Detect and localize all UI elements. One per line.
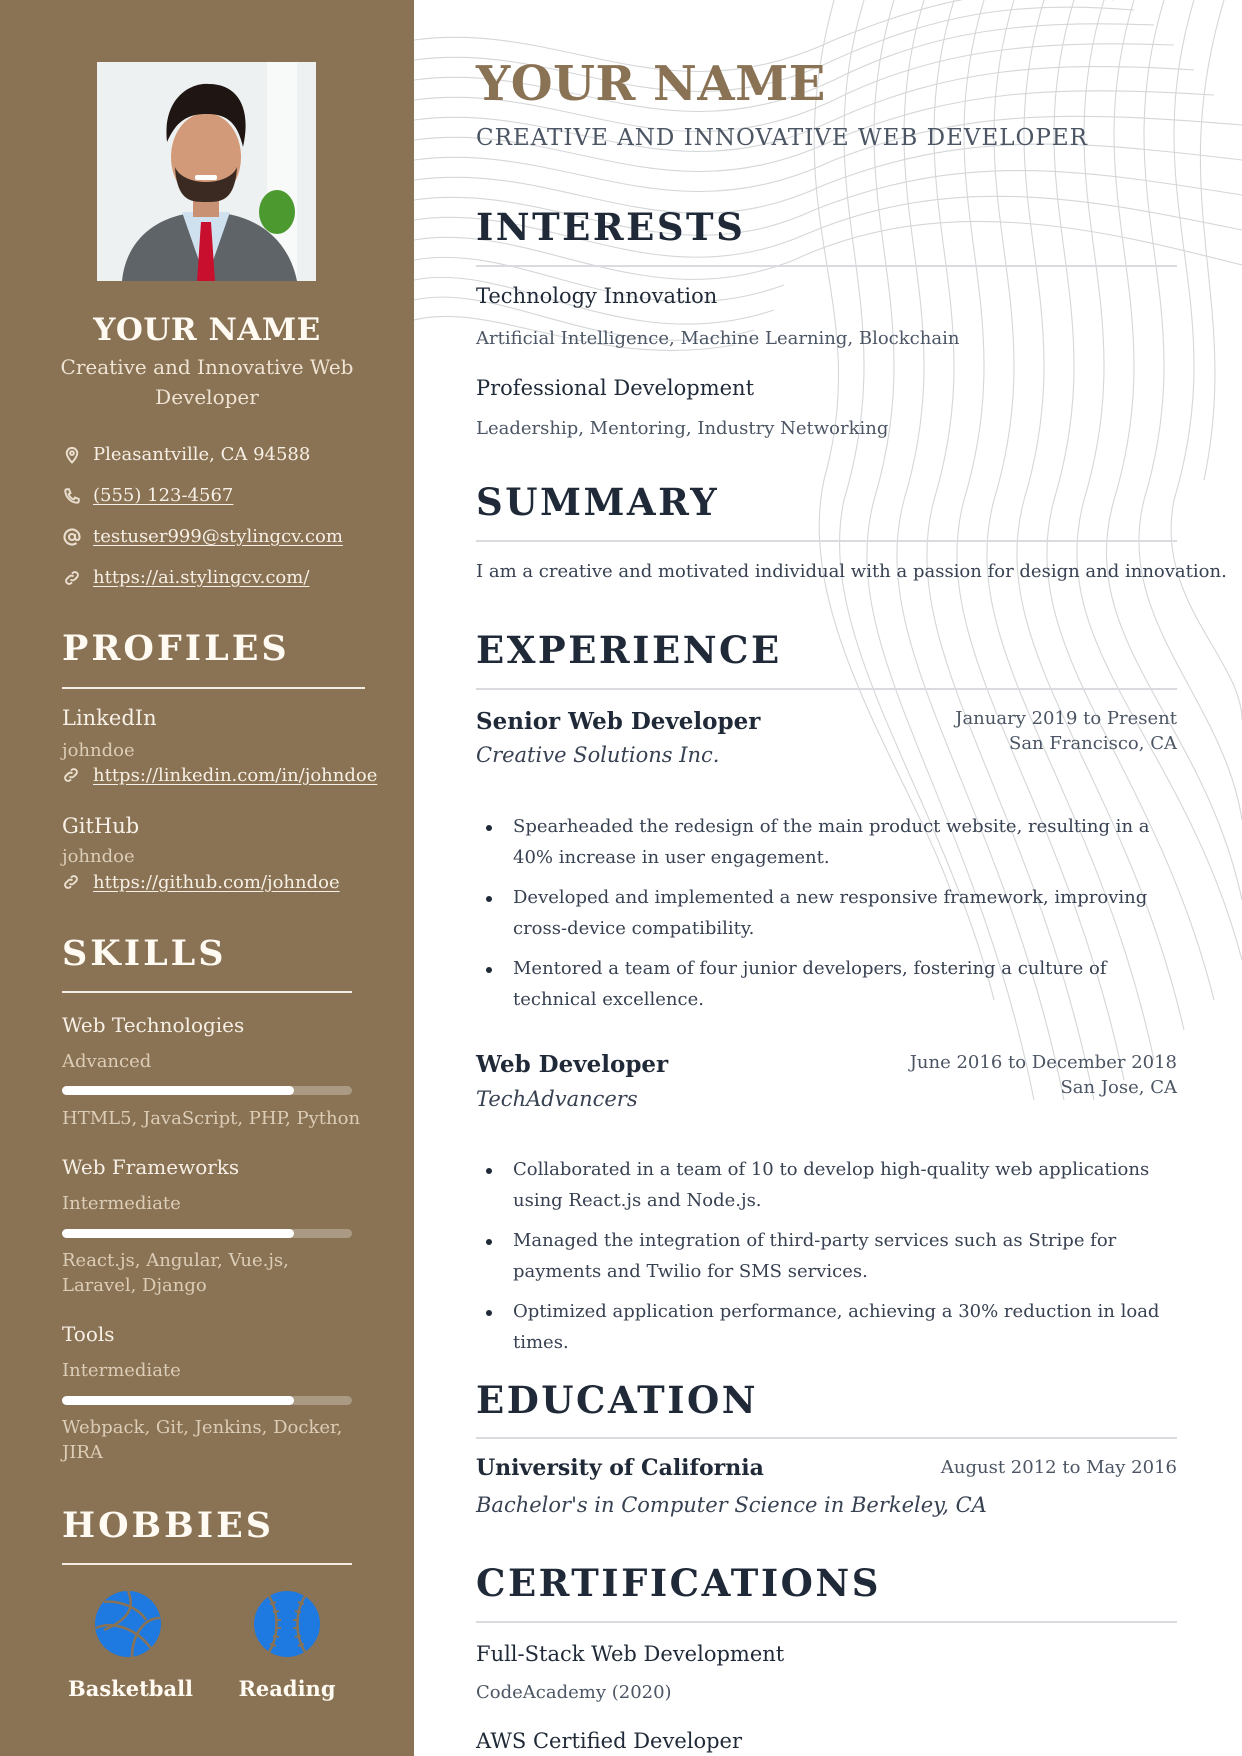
skill-name: Tools [62, 1322, 115, 1346]
contact-website[interactable] [62, 567, 309, 588]
skill-progress-fill [62, 1086, 294, 1095]
certifications-heading: CERTIFICATIONS [476, 1561, 881, 1605]
main-role: CREATIVE AND INNOVATIVE WEB DEVELOPER [476, 125, 1088, 151]
job-bullet: Collaborated in a team of 10 to develop high-quality web applications using React.js and Node.js. [476, 1154, 1186, 1216]
hobby-basketball [68, 1590, 194, 1701]
job-title: Web Developer [476, 1051, 669, 1078]
map-pin-icon [62, 445, 82, 465]
link-icon [62, 873, 82, 893]
at-sign-icon [62, 527, 82, 547]
contact-location [62, 444, 310, 465]
job-bullets [476, 1154, 1186, 1367]
profile-link-github[interactable] [62, 872, 340, 893]
job-company: Creative Solutions Inc. [476, 743, 720, 767]
job-bullet: Spearheaded the redesign of the main product website, resulting in a 40% increase in user engagement. [476, 811, 1186, 873]
website-link[interactable]: https://ai.stylingcv.com/ [93, 567, 310, 588]
interests-divider [476, 265, 1177, 267]
job-bullet: Optimized application performance, achieving a 30% reduction in load times. [476, 1296, 1186, 1358]
experience-divider [476, 688, 1177, 690]
education-divider [476, 1437, 1177, 1439]
profile-username: johndoe [62, 740, 135, 761]
link-icon [62, 568, 82, 588]
profile-network: LinkedIn [62, 706, 157, 730]
skill-progress-fill [62, 1396, 294, 1405]
baseball-icon [253, 1590, 321, 1658]
skill-name: Web Frameworks [62, 1155, 240, 1179]
cert-title: AWS Certified Developer [476, 1729, 743, 1753]
main-content [414, 0, 1242, 1756]
profile-photo [97, 62, 316, 281]
hobbies-heading: HOBBIES [62, 1505, 275, 1546]
job-location: San Jose, CA [1060, 1077, 1177, 1098]
profile-network: GitHub [62, 814, 140, 838]
profiles-heading: PROFILES [62, 628, 290, 669]
main-name: YOUR NAME [476, 56, 826, 112]
basketball-icon [94, 1590, 162, 1658]
location-text: Pleasantville, CA 94588 [93, 444, 311, 465]
phone-icon [62, 486, 82, 506]
interest-keywords: Artificial Intelligence, Machine Learning, Blockchain [476, 328, 960, 349]
github-url[interactable]: https://github.com/johndoe [93, 872, 340, 893]
cert-issuer: CodeAcademy (2020) [476, 1682, 672, 1703]
job-meta [910, 1050, 1177, 1100]
job-bullets [476, 811, 1186, 1024]
job-bullet: Developed and implemented a new responsive framework, improving cross-device compatibility. [476, 882, 1186, 944]
sidebar-role: Creative and Innovative Web Developer [60, 355, 354, 409]
skill-progress-bar [62, 1229, 352, 1238]
hobby-reading [227, 1590, 347, 1701]
sidebar-name: YOUR NAME [93, 312, 321, 348]
education-heading: EDUCATION [476, 1378, 759, 1422]
interest-title: Professional Development [476, 376, 755, 400]
linkedin-url[interactable]: https://linkedin.com/in/johndoe [93, 765, 378, 786]
education-dates: August 2012 to May 2016 [940, 1457, 1177, 1478]
sidebar [0, 0, 414, 1756]
skill-name: Web Technologies [62, 1013, 245, 1037]
summary-divider [476, 540, 1177, 542]
job-meta [955, 706, 1177, 756]
hobbies-divider [62, 1563, 352, 1565]
email-link[interactable]: testuser999@stylingcv.com [93, 526, 343, 547]
interest-title: Technology Innovation [476, 284, 718, 308]
certifications-divider [476, 1621, 1177, 1623]
hobby-label: Basketball [68, 1676, 194, 1701]
job-dates: January 2019 to Present [955, 708, 1177, 729]
contact-phone[interactable] [62, 485, 233, 506]
skill-level: Intermediate [62, 1360, 181, 1381]
interest-keywords: Leadership, Mentoring, Industry Networking [476, 418, 889, 439]
profile-username: johndoe [62, 846, 135, 867]
interests-heading: INTERESTS [476, 205, 746, 249]
job-bullet: Mentored a team of four junior developers, fostering a culture of technical excellence. [476, 953, 1186, 1015]
skill-level: Intermediate [62, 1193, 181, 1214]
profile-link-linkedin[interactable] [62, 765, 377, 786]
hobby-label: Reading [238, 1676, 336, 1701]
job-title: Senior Web Developer [476, 708, 761, 735]
skills-heading: SKILLS [62, 933, 227, 974]
profiles-divider [62, 687, 365, 689]
phone-link[interactable]: (555) 123-4567 [93, 485, 234, 506]
portrait-image [97, 62, 316, 281]
cert-title: Full-Stack Web Development [476, 1642, 785, 1666]
link-icon [62, 766, 82, 786]
skill-progress-bar [62, 1086, 352, 1095]
summary-text: I am a creative and motivated individual with a passion for design and innovation. [476, 561, 1227, 582]
education-institution: University of California [476, 1455, 764, 1481]
job-bullet: Managed the integration of third-party services such as Stripe for payments and Twilio for SMS services. [476, 1225, 1186, 1287]
skills-divider [62, 991, 352, 993]
experience-heading: EXPERIENCE [476, 628, 782, 672]
skill-keywords: Webpack, Git, Jenkins, Docker, JIRA [62, 1417, 343, 1463]
job-dates: June 2016 to December 2018 [909, 1052, 1177, 1073]
skill-keywords: HTML5, JavaScript, PHP, Python [62, 1108, 361, 1129]
education-degree: Bachelor's in Computer Science in Berkeley, CA [476, 1493, 987, 1517]
skill-keywords: React.js, Angular, Vue.js, Laravel, Django [62, 1250, 289, 1296]
contact-email[interactable] [62, 526, 343, 547]
job-location: San Francisco, CA [1008, 733, 1177, 754]
skill-level: Advanced [62, 1051, 152, 1072]
skill-progress-bar [62, 1396, 352, 1405]
job-company: TechAdvancers [476, 1087, 638, 1111]
skill-progress-fill [62, 1229, 294, 1238]
summary-heading: SUMMARY [476, 480, 720, 524]
